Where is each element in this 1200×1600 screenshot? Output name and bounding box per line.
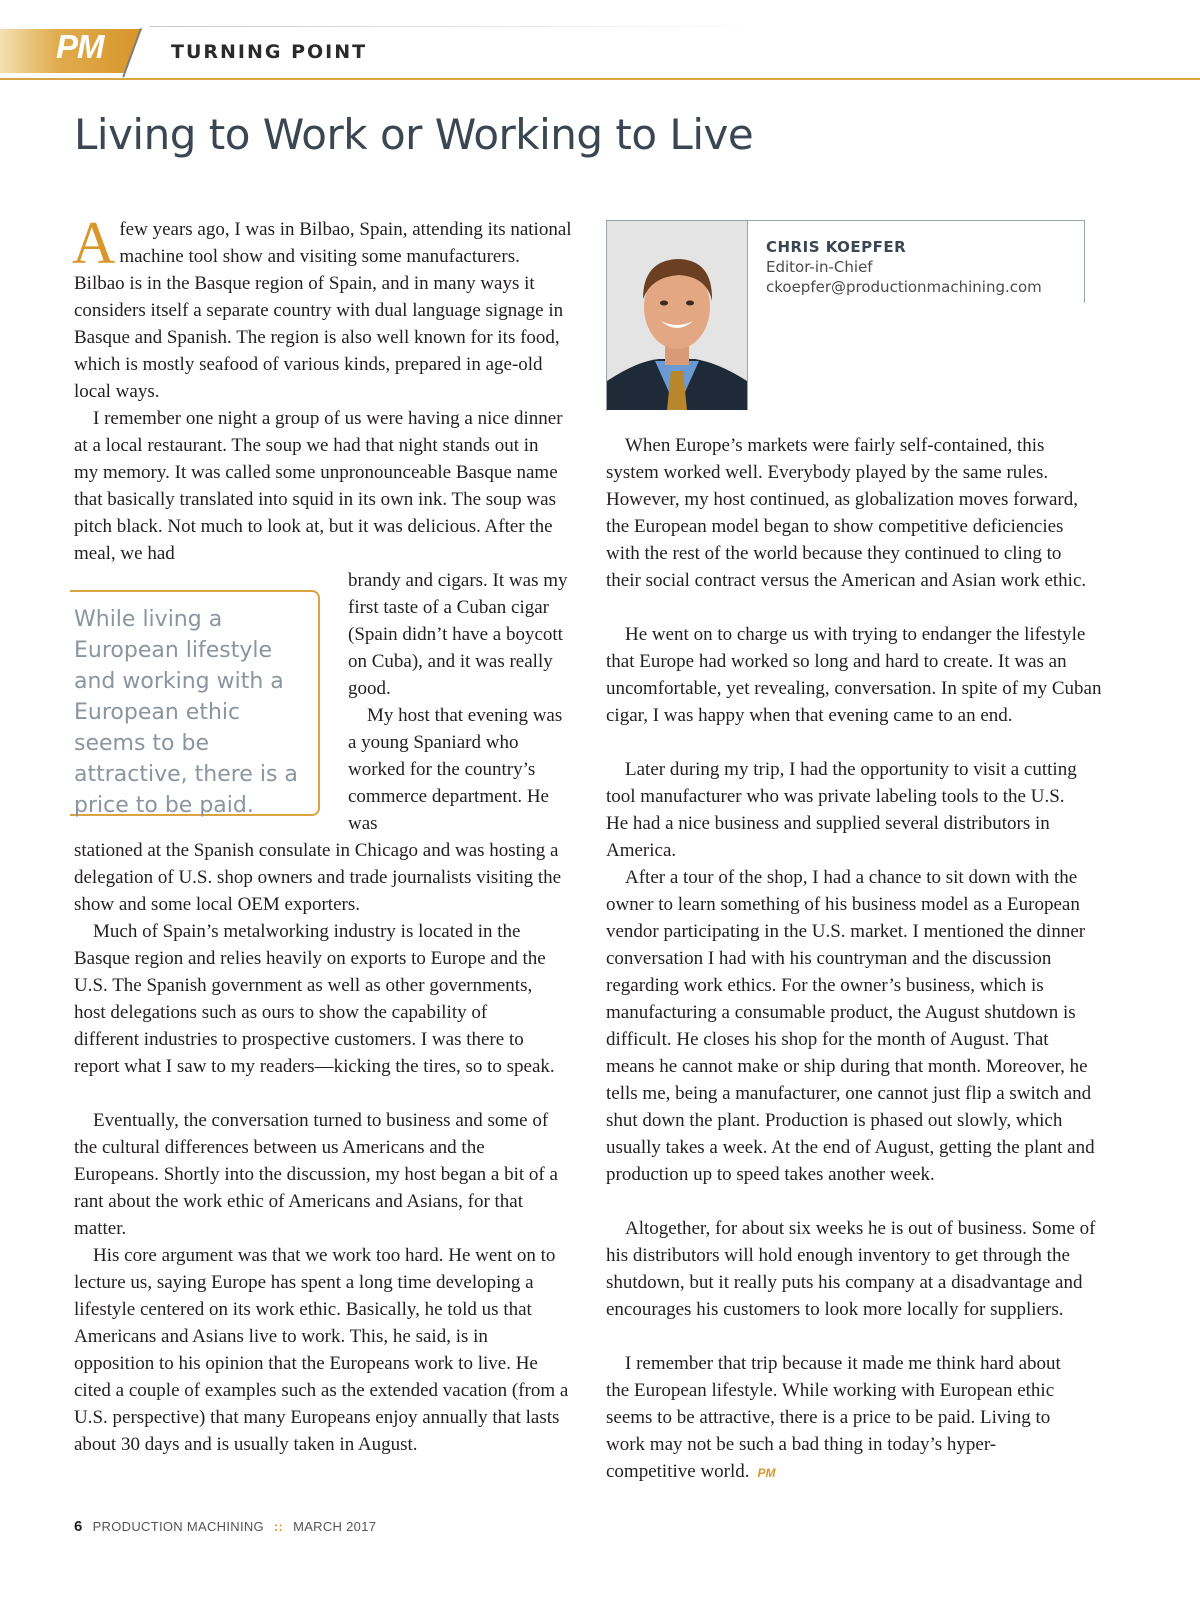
header-top-line bbox=[150, 26, 770, 27]
pull-quote-box bbox=[70, 590, 320, 816]
page-footer bbox=[74, 1518, 376, 1535]
publication-name: PRODUCTION MACHINING bbox=[92, 1519, 264, 1534]
author-name: CHRIS KOEPFER bbox=[766, 238, 907, 256]
drop-cap: A bbox=[72, 210, 116, 276]
page-number: 6 bbox=[74, 1518, 83, 1535]
footer-separator: :: bbox=[273, 1519, 284, 1534]
author-portrait-icon bbox=[607, 221, 747, 410]
paragraph-conversation: Eventually, the conversation turned to business and some of the cultural differences between us Americans and the Europeans. Shortly into the discussion, my host began a bit of a rant about the work ethic of Americans and Asians, for that matter. bbox=[74, 1110, 558, 1239]
paragraph-endanger: He went on to charge us with trying to endanger the lifestyle that Europe had worked so long and hard to create. It was an uncomfortable, yet revealing, conversation. In spite of my Cuban cigar, I was happy when that evening came to an end. bbox=[606, 624, 1102, 726]
paragraph-six-weeks: Altogether, for about six weeks he is out of business. Some of his distributors will hold enough inventory to get through the shutdown, but it really puts his company at a disadvantage and encourages his customers to look more locally for suppliers. bbox=[606, 1218, 1096, 1320]
paragraph-conclusion-text: I remember that trip because it made me think hard about the European lifestyle. While working with European ethic seems to be attractive, there is a price to be paid. Living to work may not be such a bad thing in today’s hyper-competitive world. bbox=[606, 1353, 1061, 1482]
section-label: TURNING POINT bbox=[171, 41, 368, 63]
paragraph-shop-owner: After a tour of the shop, I had a chance to sit down with the owner to learn something of his business model as a European vendor participating in the U.S. market. I mentioned the dinner conversation I had with his countryman and the discussion regarding work ethics. For the owner’s business, which is manufacturing a consumable product, the August shutdown is difficult. He closes his shop for the month of August. That means he cannot make or ship during that month. Moreover, he tells me, being a manufacturer, one cannot just flip a switch and shut down the plant. Production is phased out slowly, which usually takes a week. At the end of August, getting the plant and production up to speed takes another week. bbox=[606, 867, 1095, 1185]
paragraph-conclusion bbox=[606, 1350, 1076, 1487]
pm-logo: PM bbox=[56, 28, 104, 65]
page-header bbox=[0, 26, 1200, 82]
author-box-border bbox=[1084, 221, 1085, 303]
author-photo bbox=[607, 221, 748, 410]
article-title: Living to Work or Working to Live bbox=[74, 110, 754, 159]
issue-date: MARCH 2017 bbox=[293, 1519, 377, 1534]
paragraph-markets: When Europe’s markets were fairly self-contained, this system worked well. Everybody played by the same rules. However, my host continued, as globalization moves forward, the European model began to show competitive deficiencies with the rest of the world because they continued to cling to their social contract versus the American and Asian work ethic. bbox=[606, 435, 1087, 591]
author-email-link[interactable]: ckoepfer@productionmachining.com bbox=[766, 278, 1042, 296]
paragraph-host-start: My host that evening was a young Spaniard who worked for the country’s commerce department. He was bbox=[348, 705, 563, 834]
paragraph-dinner-continued: brandy and cigars. It was my first taste of a Cuban cigar (Spain didn’t have a boycott on Cuba), and it was really good. bbox=[348, 570, 568, 699]
header-rule bbox=[0, 78, 1200, 80]
author-role: Editor-in-Chief bbox=[766, 258, 873, 276]
paragraph-core-argument: His core argument was that we work too hard. He went on to lecture us, saying Europe has spent a long time developing a lifestyle centered on its work ethic. Basically, he told us that Americans and Asians live to work. This, he said, is in opposition to his opinion that the Europeans work to live. He cited a couple of examples such as the extended vacation (from a U.S. perspective) that many Europeans enjoy annually that lasts about 30 days and is usually taken in August. bbox=[74, 1245, 569, 1455]
paragraph-intro bbox=[72, 210, 572, 405]
end-mark: PM bbox=[757, 1466, 776, 1480]
paragraph-dinner: I remember one night a group of us were having a nice dinner at a local restaurant. The soup we had that night stands out in my memory. It was called some unpronounceable Basque name that basically translated into squid in its own ink. The soup was pitch black. Not much to look at, but it was delicious. After the meal, we had bbox=[74, 408, 563, 564]
paragraph-cutting-tool: Later during my trip, I had the opportunity to visit a cutting tool manufacturer who was private labeling tools to the U.S. He had a nice business and supplied several distributors in America. bbox=[606, 759, 1077, 861]
author-box bbox=[606, 220, 1085, 411]
pull-quote-text: While living a European lifestyle and working with a European ethic seems to be attractive, there is a price to be paid. bbox=[74, 607, 298, 818]
paragraph-basque-industry: Much of Spain’s metalworking industry is located in the Basque region and relies heavily on exports to Europe and the U.S. The Spanish government as well as other governments, host delegations such as ours to show the capability of different industries to prospective customers. I was there to report what I saw to my readers—kicking the tires, so to speak. bbox=[74, 921, 555, 1077]
paragraph-host-continued: stationed at the Spanish consulate in Chicago and was hosting a delegation of U.S. shop owners and trade journalists visiting the show and some local OEM exporters. bbox=[74, 840, 562, 915]
paragraph-intro-text: few years ago, I was in Bilbao, Spain, attending its national machine tool show and visiting some manufacturers. Bilbao is in the Basque region of Spain, and in many ways it considers itself a separate country with dual language signage in Basque and Spanish. The region is also well known for its food, which is mostly seafood of various kinds, prepared in age-old local ways. bbox=[74, 219, 572, 402]
